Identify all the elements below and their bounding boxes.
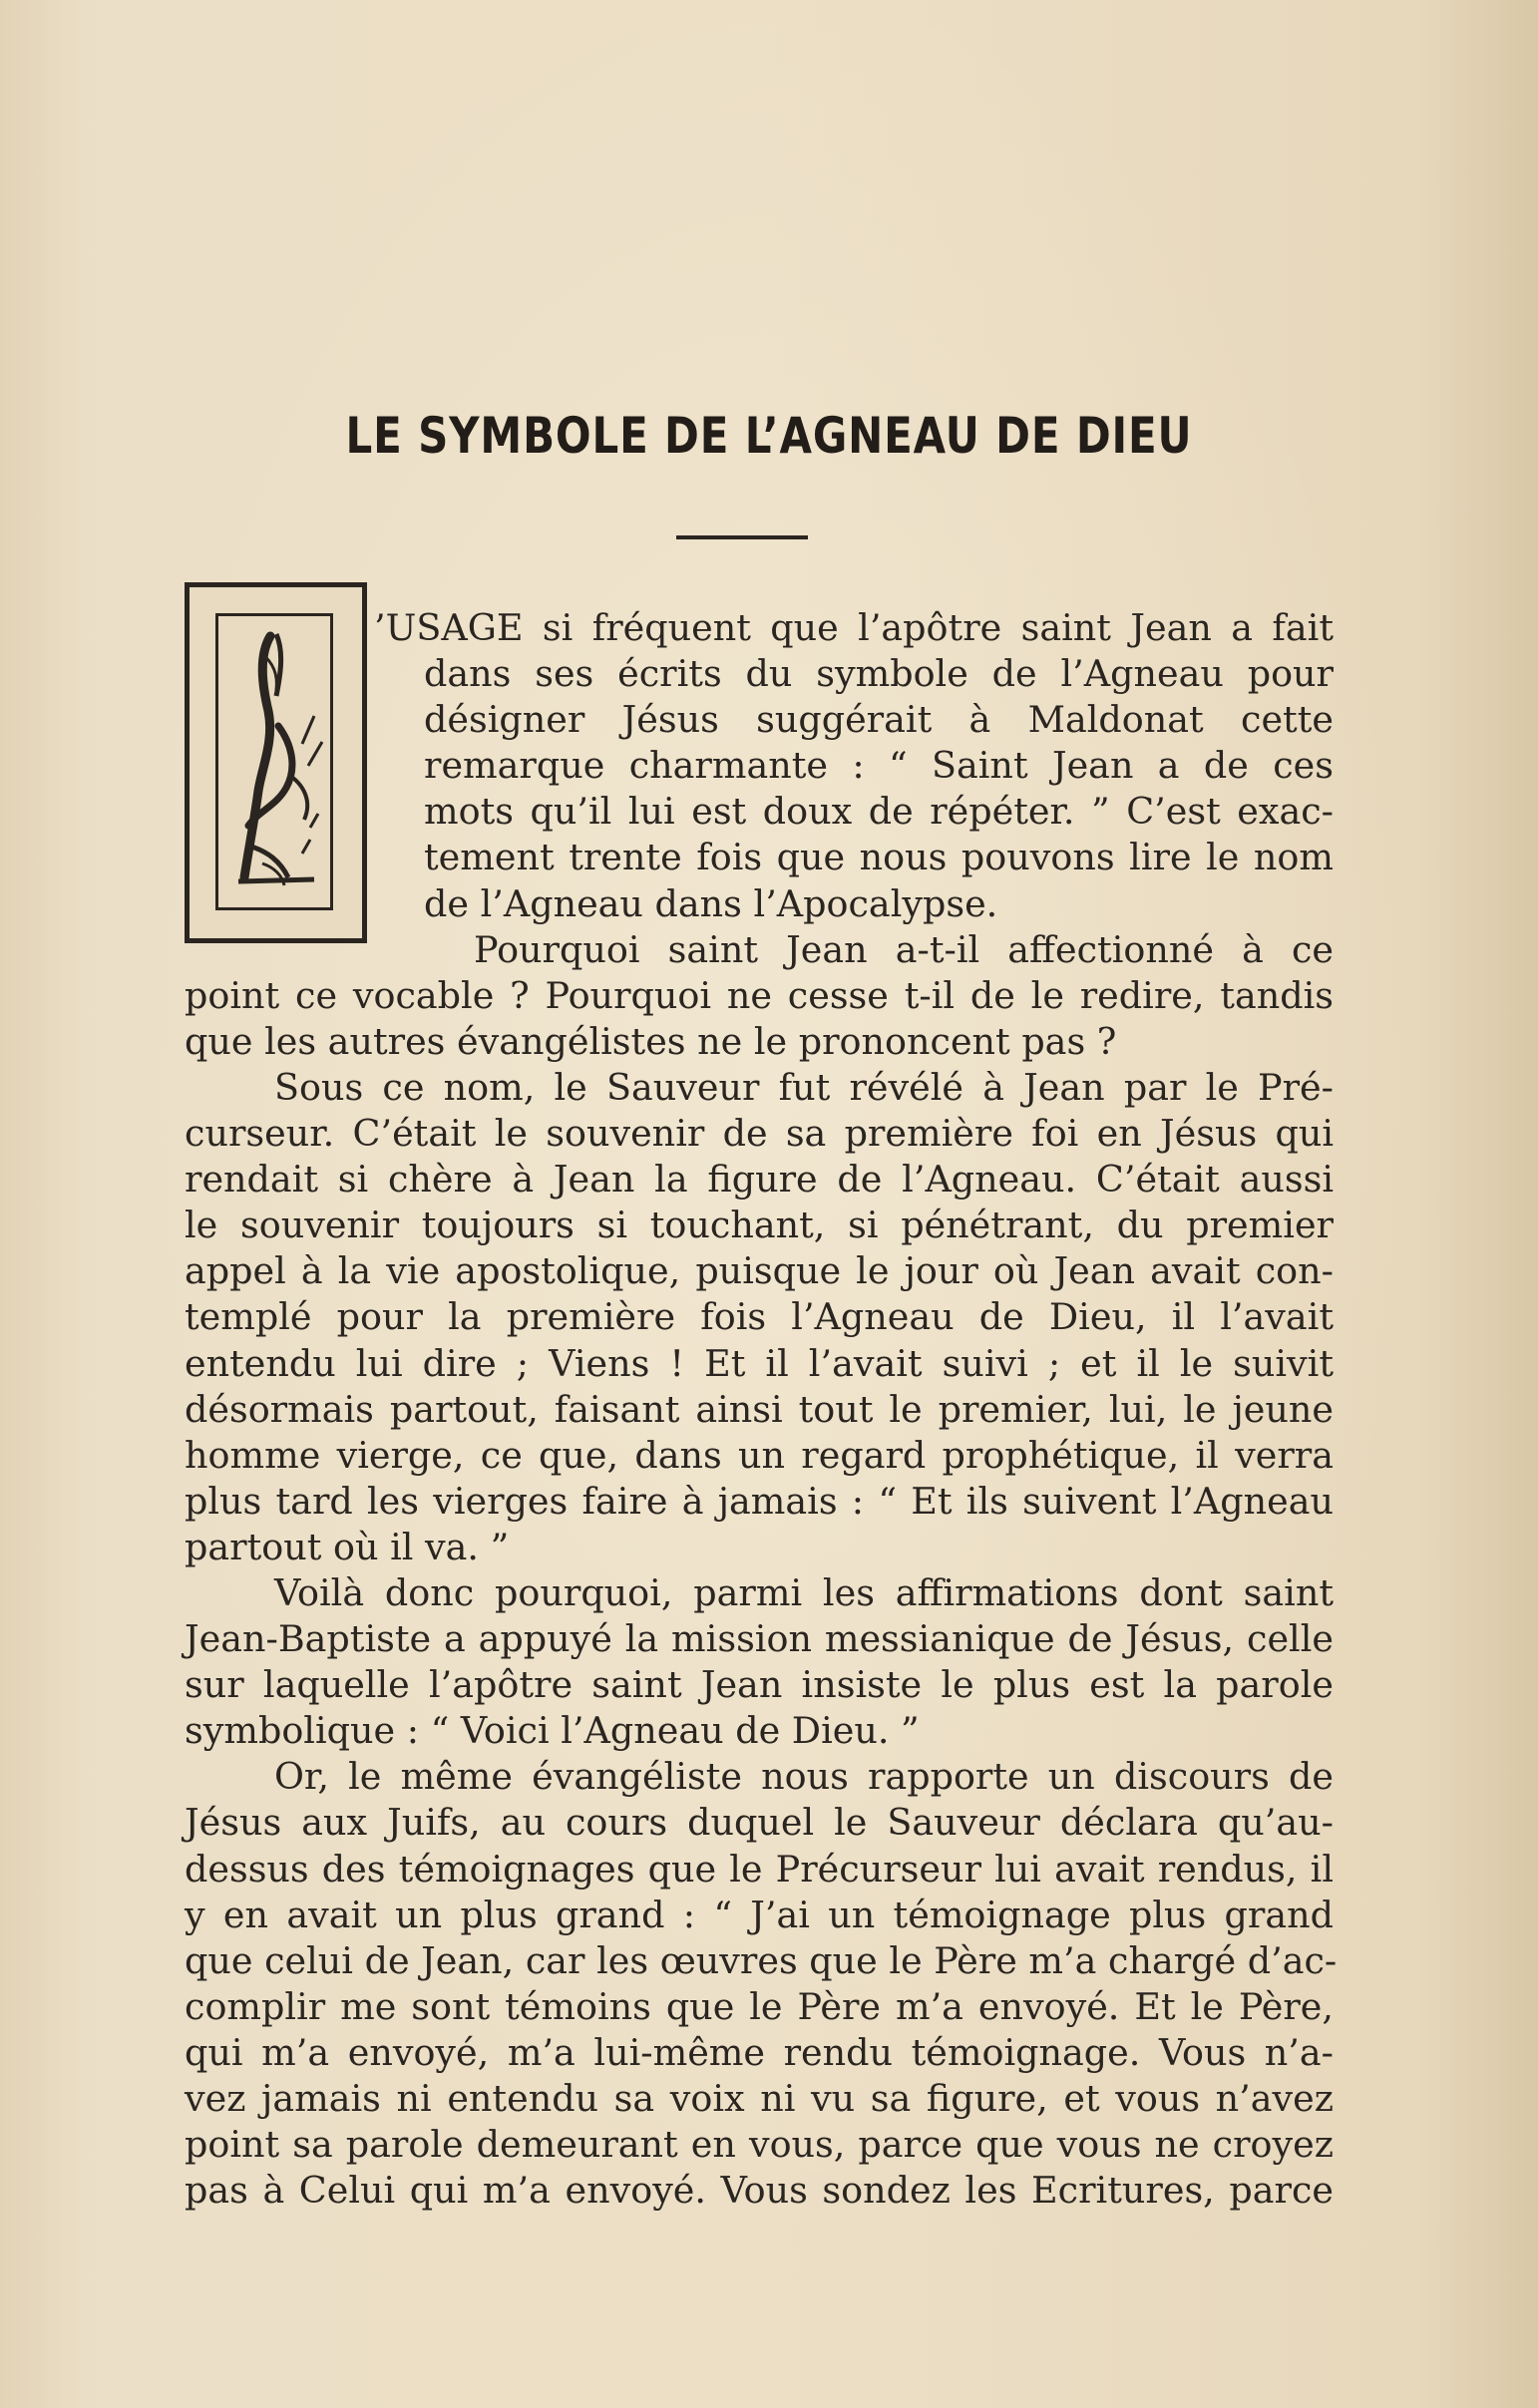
text-line: Or, le même évangéliste nous rapporte un discours de [274, 1755, 1334, 1799]
text-line: vez jamais ni entendu sa voix ni vu sa figure, et vous n’avez [185, 2077, 1334, 2120]
text-line: Sous ce nom, le Sauveur fut révélé à Jean par le Pré- [274, 1065, 1334, 1109]
text-line: curseur. C’était le souvenir de sa première foi en Jésus qui [185, 1112, 1334, 1156]
text-line: que les autres évangélistes ne le prononcent pas ? [185, 1019, 1117, 1063]
text-line: entendu lui dire ; Viens ! Et il l’avait suivi ; et il le suivit [185, 1341, 1334, 1385]
text-line: templé pour la première fois l’Agneau de Dieu, il l’avait [185, 1295, 1334, 1339]
text-line: désormais partout, faisant ainsi tout le premier, lui, le jeune [185, 1387, 1334, 1431]
text-line: point ce vocable ? Pourquoi ne cesse t-il de le redire, tandis [185, 973, 1334, 1017]
text-line: que celui de Jean, car les œuvres que le Père m’a chargé d’ac- [185, 1938, 1338, 1982]
text-line: qui m’a envoyé, m’a lui-même rendu témoignage. Vous n’a- [185, 2030, 1334, 2074]
text-line: mots qu’il lui est doux de répéter. ” C’est exac- [424, 790, 1334, 834]
title-divider [676, 535, 808, 539]
text-line: rendait si chère à Jean la figure de l’Agneau. C’était aussi [185, 1158, 1334, 1202]
text-line: tement trente fois que nous pouvons lire le nom [424, 836, 1334, 879]
text-line: Jésus aux Juifs, au cours duquel le Sauveur déclara qu’au- [185, 1801, 1334, 1845]
text-line: ’USAGE si fréquent que l’apôtre saint Jean a fait [374, 606, 1334, 649]
text-line: dans ses écrits du symbole de l’Agneau pour [424, 652, 1334, 696]
body-text [185, 605, 1338, 2214]
text-line: point sa parole demeurant en vous, parce que vous ne croyez [185, 2123, 1334, 2167]
text-line: pas à Celui qui m’a envoyé. Vous sondez les Ecritures, parce [185, 2169, 1334, 2213]
text-line: sur laquelle l’apôtre saint Jean insiste le plus est la parole [185, 1663, 1334, 1707]
text-line: homme vierge, ce que, dans un regard prophétique, il verra [185, 1433, 1334, 1477]
text-line: Jean-Baptiste a appuyé la mission messianique de Jésus, celle [185, 1617, 1334, 1661]
text-line: désigner Jésus suggérait à Maldonat cette [424, 698, 1334, 742]
text-line: complir me sont témoins que le Père m’a envoyé. Et le Père, [185, 1984, 1334, 2028]
text-line: y en avait un plus grand : “ J’ai un témoignage plus grand [185, 1892, 1334, 1936]
text-line: remarque charmante : “ Saint Jean a de ces [424, 744, 1334, 788]
text-line: dessus des témoignages que le Précurseur lui avait rendus, il [185, 1847, 1334, 1891]
text-line: partout où il va. ” [185, 1525, 510, 1568]
text-line: Pourquoi saint Jean a-t-il affectionné à ce [474, 927, 1334, 971]
text-line: appel à la vie apostolique, puisque le jour où Jean avait con- [185, 1249, 1334, 1293]
text-line: plus tard les vierges faire à jamais : “ Et ils suivent l’Agneau [185, 1479, 1334, 1523]
text-line: Voilà donc pourquoi, parmi les affirmations dont saint [274, 1570, 1334, 1614]
chapter-title: LE SYMBOLE DE L’AGNEAU DE DIEU [345, 407, 1193, 465]
text-line: symbolique : “ Voici l’Agneau de Dieu. ” [185, 1709, 920, 1753]
text-line: de l’Agneau dans l’Apocalypse. [424, 881, 998, 925]
text-line: le souvenir toujours si touchant, si pénétrant, du premier [185, 1204, 1334, 1247]
